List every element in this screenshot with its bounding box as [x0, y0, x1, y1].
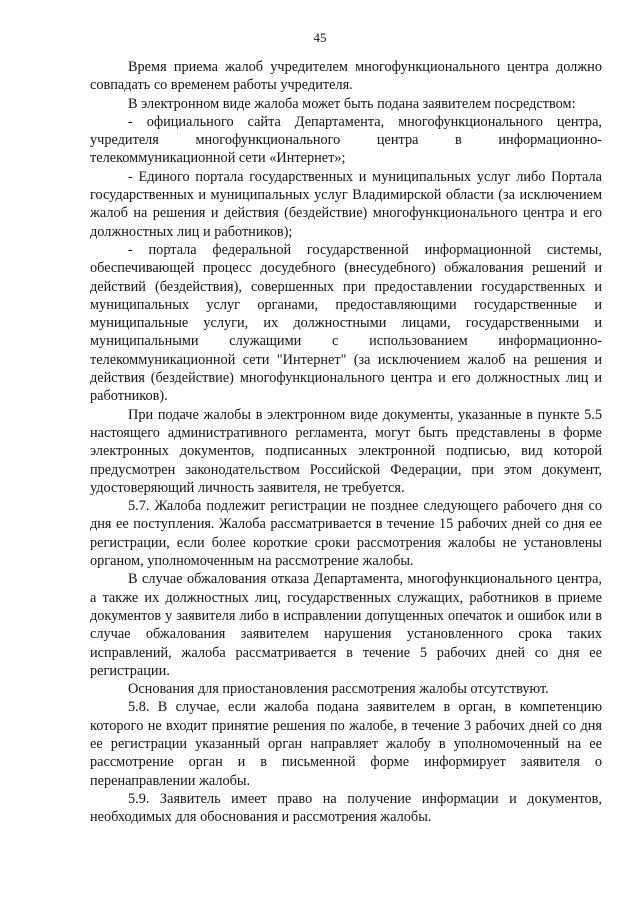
paragraph-electronic-documents: При подаче жалобы в электронном виде документы, указанные в пункте 5.5 настоящего административного регламента, могут быть представлены в форме электронных документов, подписанных электронной подписью, вид которой предусмотрен законодательством Российской Федерации, при этом документ, удостоверяющий личность заявителя, не требуется.	[90, 406, 602, 496]
paragraph-unified-portal: - Единого портала государственных и муниципальных услуг либо Портала государственных и муниципальных услуг Владимирской области (за исключением жалоб на решения и действия (бездействие) многофункционального центра и его должностных лиц и работников);	[90, 168, 602, 240]
paragraph-5-7-registration: 5.7. Жалоба подлежит регистрации не позднее следующего рабочего дня со дня ее поступления. Жалоба рассматривается в течение 15 рабочих дней со дня ее регистрации, если более короткие сроки рассмотрения жалобы не установлены органом, уполномоченным на рассмотрение жалобы.	[90, 498, 602, 570]
paragraph-electronic-intro: В электронном виде жалоба может быть подана заявителем посредством:	[128, 95, 576, 112]
paragraph-refusal-appeal: В случае обжалования отказа Департамента, многофункционального центра, а также их должностных лиц, государственных служащих, работников в приеме документов у заявителя либо в исправлении допущенных опечаток и ошибок или в случае обжалования заявителем нарушения установленного срока таких исправлений, жалоба рассматривается в течение 5 рабочих дней со дня ее регистрации.	[90, 571, 602, 679]
paragraph-5-9-right-to-info: 5.9. Заявитель имеет право на получение информации и документов, необходимых для обоснования и рассмотрения жалобы.	[90, 790, 602, 826]
paragraph-federal-portal: - портала федеральной государственной информационной системы, обеспечивающей процесс досудебного (внесудебного) обжалования решений и действий (бездействия), совершенных при предоставлении государственных и муниципальных услуг органами, предоставляющими государственные и муниципальные услуги, их должностными лицами, государственными и муниципальными служащими с использованием информационно-телекоммуникационной сети "Интернет" (за исключением жалоб на решения и действия (бездействие) многофункционального центра и его должностных лиц и работников).	[90, 241, 602, 405]
paragraph-complaint-hours: Время приема жалоб учредителем многофункционального центра должно совпадать со временем работы учредителя.	[90, 59, 602, 94]
paragraph-5-8-redirect: 5.8. В случае, если жалоба подана заявителем в орган, в компетенцию которого не входит принятие решения по жалобе, в течение 3 рабочих дней со дня ее регистрации указанный орган направляет жалобу в уполномоченный на ее рассмотрение орган и в письменной форме информирует заявителя о перенаправлении жалобы.	[90, 699, 602, 789]
document-body	[90, 58, 602, 826]
page-number: 45	[313, 30, 327, 45]
paragraph-no-suspension: Основания для приостановления рассмотрения жалобы отсутствуют.	[128, 681, 549, 698]
paragraph-official-site: - официального сайта Департамента, многофункционального центра, учредителя многофункционального центра в информационно-телекоммуникационной сети «Интернет»;	[90, 113, 602, 167]
